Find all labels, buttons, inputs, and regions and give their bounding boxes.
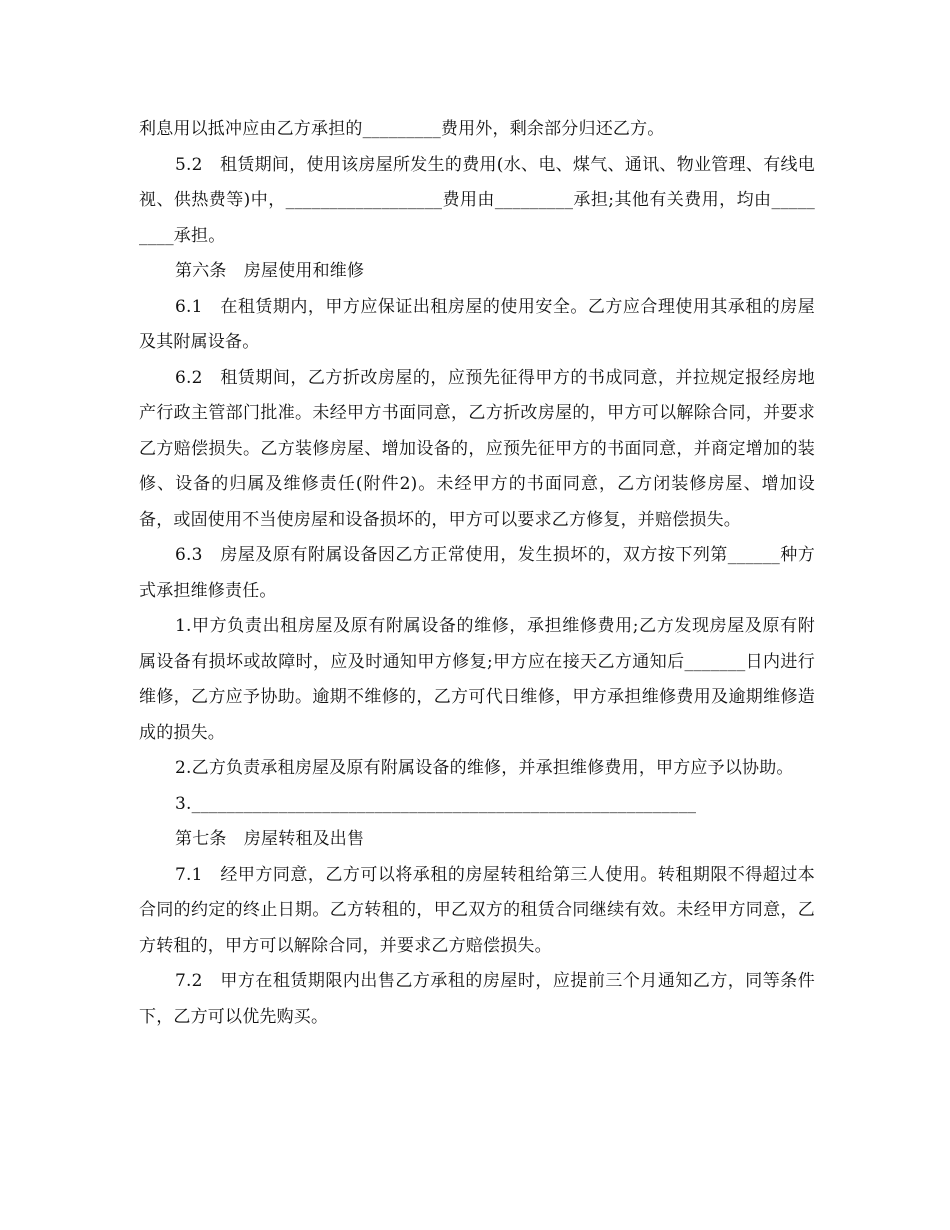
option-3: 3.__________________________________________________________ — [175, 793, 697, 814]
paragraph-6-3: 6.3 房屋及原有附属设备因乙方正常使用，发生损坏的，双方按下列第______种方式承担维修责任。 — [139, 545, 815, 601]
paragraph-interest: 利息用以抵冲应由乙方承担的_________费用外，剩余部分归还乙方。 — [139, 119, 665, 139]
paragraph-7-1: 7.1 经甲方同意，乙方可以将承租的房屋转租给第三人使用。转租期限不得超过本合同的约定的终止日期。乙方转租的，甲乙双方的租赁合同继续有效。未经甲方同意，乙方转租的，甲方可以解除合同，并要求乙方赔偿损失。 — [139, 864, 815, 956]
contract-body — [139, 112, 815, 1035]
paragraph-6-1: 6.1 在租赁期内，甲方应保证出租房屋的使用安全。乙方应合理使用其承租的房屋及其附属设备。 — [139, 296, 815, 352]
option-2: 2.乙方负责承租房屋及原有附属设备的维修，并承担维修费用，甲方应予以协助。 — [175, 758, 794, 778]
article-6-heading: 第六条 房屋使用和维修 — [175, 261, 365, 281]
paragraph-6-2: 6.2 租赁期间，乙方折改房屋的，应预先征得甲方的书成同意，并拉规定报经房地产行政主管部门批准。未经甲方书面同意，乙方折改房屋的，甲方可以解除合同，并要求乙方赔偿损失。乙方装修房屋、增加设备的，应预先征甲方的书面同意，并商定增加的装修、设备的归属及维修责任(附件2)。未经甲方的书面同意，乙方闭装修房屋、增加设备，或固使用不当使房屋和设备损坏的，甲方可以要求乙方修复，并赔偿损失。 — [139, 367, 815, 530]
option-1: 1.甲方负责出租房屋及原有附属设备的维修，承担维修费用;乙方发现房屋及原有附属设备有损坏或故障时，应及时通知甲方修复;甲方应在接天乙方通知后_______日内进行维修，乙方应予协助。逾期不维修的，乙方可代日维修，甲方承担维修费用及逾期维修造成的损失。 — [139, 616, 815, 743]
article-7-heading: 第七条 房屋转租及出售 — [175, 829, 365, 849]
paragraph-5-2: 5.2 租赁期间，使用该房屋所发生的费用(水、电、煤气、通讯、物业管理、有线电视、供热费等)中，__________________费用由_________承担;其他有关费用，均由_________承担。 — [139, 154, 815, 246]
paragraph-7-2: 7.2 甲方在租赁期限内出售乙方承租的房屋时，应提前三个月通知乙方，同等条件下，乙方可以优先购买。 — [139, 971, 815, 1027]
